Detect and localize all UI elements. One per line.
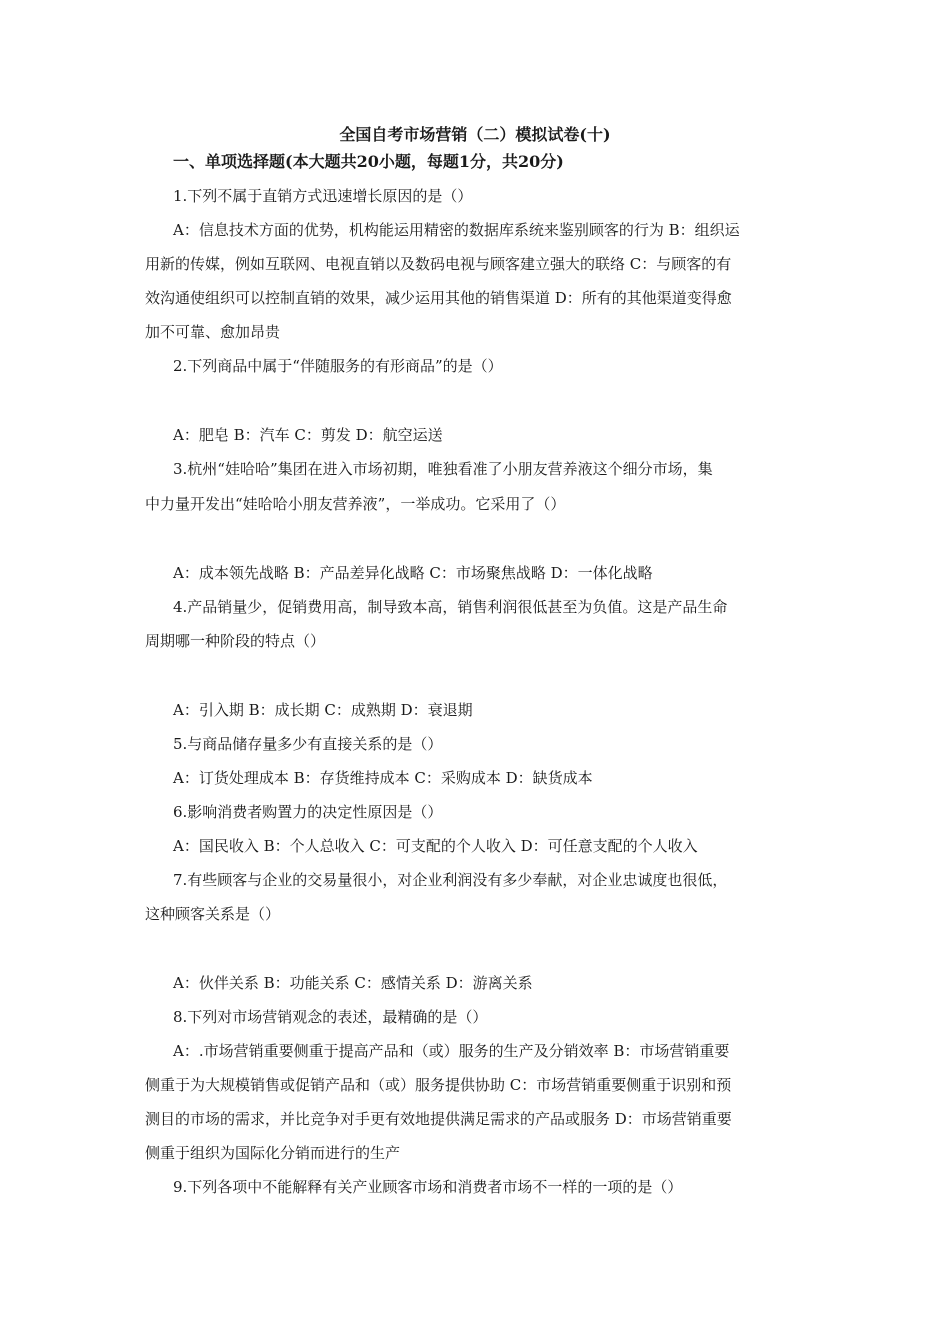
question-8-options-line: 测目的市场的需求，并比竞争对手更有效地提供满足需求的产品或服务 D：市场营销重要 xyxy=(145,1110,732,1128)
question-7-options: A：伙伴关系 B：功能关系 C：感情关系 D：游离关系 xyxy=(173,974,533,992)
question-5-options: A：订货处理成本 B：存货维持成本 C：采购成本 D：缺货成本 xyxy=(173,769,593,787)
section-heading: 一、单项选择题(本大题共20小题，每题1分，共20分) xyxy=(173,152,564,171)
question-1-stem: 1.下列不属于直销方式迅速增长原因的是（） xyxy=(173,187,473,205)
question-3-options: A：成本领先战略 B：产品差异化战略 C：市场聚焦战略 D：一体化战略 xyxy=(173,564,653,582)
question-8-options-line: A：.市场营销重要侧重于提高产品和（或）服务的生产及分销效率 B：市场营销重要 xyxy=(173,1042,730,1060)
question-3-stem: 3.杭州“娃哈哈”集团在进入市场初期，唯独看准了小朋友营养液这个细分市场，集 xyxy=(173,460,713,478)
question-1-options-line: 效沟通使组织可以控制直销的效果，减少运用其他的销售渠道 D：所有的其他渠道变得愈 xyxy=(145,289,732,307)
question-1-options-line: 加不可靠、愈加昂贵 xyxy=(145,323,281,341)
question-9-stem: 9.下列各项中不能解释有关产业顾客市场和消费者市场不一样的一项的是（） xyxy=(173,1178,683,1196)
question-4-options: A：引入期 B：成长期 C：成熟期 D：衰退期 xyxy=(173,701,473,719)
question-3-stem-line: 中力量开发出“娃哈哈小朋友营养液”，一举成功。它采用了（） xyxy=(145,495,566,513)
question-4-stem-line: 周期哪一种阶段的特点（） xyxy=(145,632,326,650)
question-7-stem: 7.有些顾客与企业的交易量很小，对企业利润没有多少奉献，对企业忠诚度也很低， xyxy=(173,871,728,889)
document-title: 全国自考市场营销（二）模拟试卷(十) xyxy=(339,125,611,144)
question-6-options: A：国民收入 B：个人总收入 C：可支配的个人收入 D：可任意支配的个人收入 xyxy=(173,837,698,855)
question-6-stem: 6.影响消费者购置力的决定性原因是（） xyxy=(173,803,443,821)
question-8-stem: 8.下列对市场营销观念的表述，最精确的是（） xyxy=(173,1008,488,1026)
question-1-options-line: A：信息技术方面的优势，机构能运用精密的数据库系统来鉴别顾客的行为 B：组织运 xyxy=(173,221,740,239)
question-2-stem: 2.下列商品中属于“伴随服务的有形商品”的是（） xyxy=(173,357,503,375)
question-8-options-line: 侧重于为大规模销售或促销产品和（或）服务提供协助 C：市场营销重要侧重于识别和预 xyxy=(145,1076,732,1094)
question-2-options: A：肥皂 B：汽车 C：剪发 D：航空运送 xyxy=(173,426,443,444)
question-5-stem: 5.与商品储存量多少有直接关系的是（） xyxy=(173,735,443,753)
question-8-options-line: 侧重于组织为国际化分销而进行的生产 xyxy=(145,1144,401,1162)
question-7-stem-line: 这种顾客关系是（） xyxy=(145,905,281,923)
question-4-stem: 4.产品销量少，促销费用高，制导致本高，销售利润很低甚至为负值。这是产品生命 xyxy=(173,598,728,616)
question-1-options-line: 用新的传媒，例如互联网、电视直销以及数码电视与顾客建立强大的联络 C：与顾客的有 xyxy=(145,255,732,273)
